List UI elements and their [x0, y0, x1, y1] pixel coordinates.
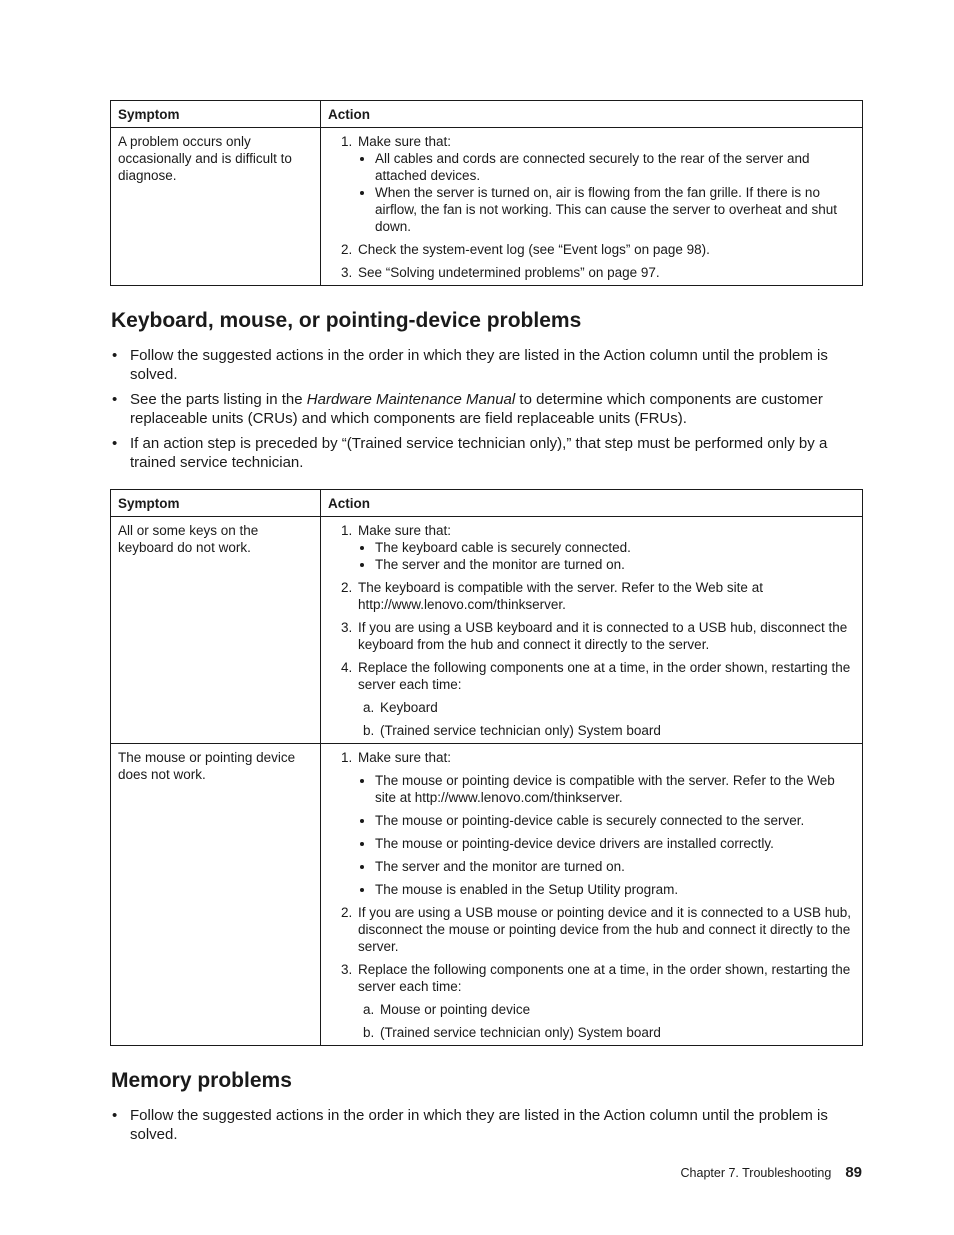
action-column-header: Action: [321, 101, 863, 128]
table-row: [111, 744, 863, 1046]
component-item: a. Mouse or pointing device: [378, 1001, 855, 1018]
checklist: [358, 150, 855, 235]
symptom-cell: A problem occurs only occasionally and is difficult to diagnose.: [111, 128, 321, 286]
troubleshooting-table-intermittent: [110, 100, 863, 286]
action-step: 1. Make sure that: • All cables and cords are connected securely to the rear of the server and attached devices. • When the server is turned on, air is flowing from the fan grille. If there is no airflow, the fan is not working. This can cause the server to overheat and shut down.: [356, 133, 855, 235]
symptom-column-header: Symptom: [111, 101, 321, 128]
action-step: 3. If you are using a USB keyboard and it is connected to a USB hub, disconnect the keyboard from the hub and connect it directly to the server.: [356, 619, 855, 653]
symptom-cell: The mouse or pointing device does not work.: [111, 744, 321, 1046]
section-heading-memory: Memory problems: [111, 1069, 292, 1092]
checklist-item: • The mouse or pointing-device device drivers are installed correctly.: [375, 835, 855, 852]
symptom-column-header: Symptom: [111, 490, 321, 517]
action-step: 4. Replace the following components one at a time, in the order shown, restarting the server each time: a. Keyboard b. (Trained service technician only) System board: [356, 659, 855, 739]
action-steps: [328, 749, 855, 1041]
table-header-row: [111, 490, 863, 517]
component-item: b. (Trained service technician only) System board: [378, 1024, 855, 1041]
action-step: 1. Make sure that: • The keyboard cable is securely connected. • The server and the monitor are turned on.: [356, 522, 855, 573]
intro-bullet: • See the parts listing in the Hardware Maintenance Manual to determine which components are customer replaceable units (CRUs) and which components are field replaceable units (FRUs).: [130, 390, 862, 428]
chapter-label: Chapter 7. Troubleshooting: [680, 1166, 832, 1180]
action-step: 2. The keyboard is compatible with the server. Refer to the Web site at http://www.lenovo.com/thinkserver.: [356, 579, 855, 613]
checklist-item: • The mouse or pointing-device cable is securely connected to the server.: [375, 812, 855, 829]
action-step: 3. Replace the following components one at a time, in the order shown, restarting the server each time: a. Mouse or pointing device b. (Trained service technician only) System board: [356, 961, 855, 1041]
action-cell: [321, 517, 863, 744]
component-item: b. (Trained service technician only) System board: [378, 722, 855, 739]
table-row: [111, 128, 863, 286]
checklist-item: • The keyboard cable is securely connected.: [375, 539, 855, 556]
symptom-cell: All or some keys on the keyboard do not work.: [111, 517, 321, 744]
intro-bullet: • Follow the suggested actions in the order in which they are listed in the Action column until the problem is solved.: [130, 346, 862, 384]
checklist: [358, 539, 855, 573]
troubleshooting-table-keyboard-mouse: [110, 489, 863, 1046]
action-cell: [321, 128, 863, 286]
checklist-item: • When the server is turned on, air is flowing from the fan grille. If there is no airflow, the fan is not working. This can cause the server to overheat and shut down.: [375, 184, 855, 235]
checklist: [358, 772, 855, 898]
table-header-row: [111, 101, 863, 128]
action-column-header: Action: [321, 490, 863, 517]
component-item: a. Keyboard: [378, 699, 855, 716]
table-row: [111, 517, 863, 744]
manual-title: Hardware Maintenance Manual: [306, 391, 516, 408]
action-steps: [328, 133, 855, 281]
document-page: [110, 100, 862, 1150]
keyboard-intro-list: [110, 346, 862, 472]
action-step: 3. See “Solving undetermined problems” on page 97.: [356, 264, 855, 281]
action-cell: [321, 744, 863, 1046]
component-list: [358, 699, 855, 739]
checklist-item: • The server and the monitor are turned on.: [375, 556, 855, 573]
action-step: 2. Check the system-event log (see “Event logs” on page 98).: [356, 241, 855, 258]
page-footer: [110, 1164, 862, 1181]
component-list: [358, 1001, 855, 1041]
page-number: 89: [845, 1164, 862, 1181]
action-step: 1. Make sure that: • The mouse or pointing device is compatible with the server. Refer to the Web site at http://www.lenovo.com/thinkserver. • The mouse or pointing-device cable is securely connected to the server. • The mouse or pointing-device device drivers are installed correctly. • The server and the monitor are turned on. • The mouse is enabled in the Setup Utility program.: [356, 749, 855, 898]
checklist-item: • The server and the monitor are turned on.: [375, 858, 855, 875]
checklist-item: • The mouse is enabled in the Setup Utility program.: [375, 881, 855, 898]
intro-bullet: • If an action step is preceded by “(Trained service technician only),” that step must be performed only by a trained service technician.: [130, 434, 862, 472]
action-steps: [328, 522, 855, 739]
intro-bullet: • Follow the suggested actions in the order in which they are listed in the Action column until the problem is solved.: [130, 1106, 862, 1144]
memory-intro-list: [110, 1106, 862, 1144]
action-step: 2. If you are using a USB mouse or pointing device and it is connected to a USB hub, disconnect the mouse or pointing device from the hub and connect it directly to the server.: [356, 904, 855, 955]
section-heading-keyboard: Keyboard, mouse, or pointing-device problems: [111, 309, 582, 332]
checklist-item: • The mouse or pointing device is compatible with the server. Refer to the Web site at http://www.lenovo.com/thinkserver.: [375, 772, 855, 806]
checklist-item: • All cables and cords are connected securely to the rear of the server and attached devices.: [375, 150, 855, 184]
